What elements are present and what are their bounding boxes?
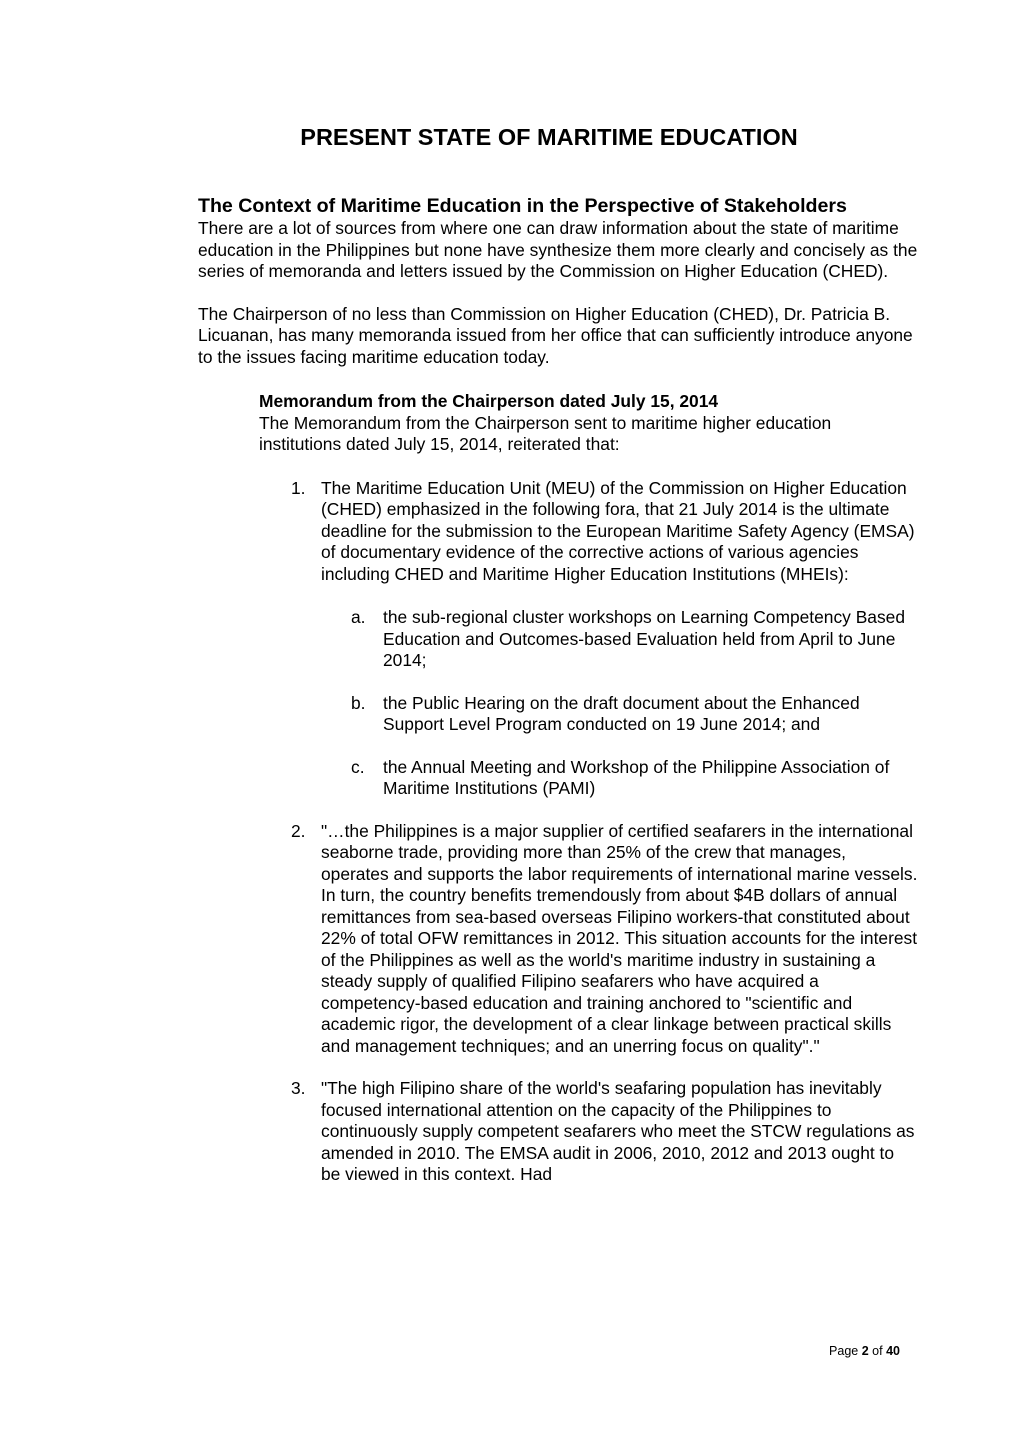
lettered-sublist: [321, 607, 918, 800]
sublist-item-text: the Annual Meeting and Workshop of the Philippine Association of Maritime Institutions (PAMI): [383, 756, 890, 798]
footer-page-label: Page: [829, 1344, 859, 1358]
list-item-number: 2.: [291, 820, 306, 841]
memorandum-section: [259, 391, 918, 1186]
sublist-item-letter: b.: [351, 692, 366, 713]
footer-page-number: 2: [861, 1344, 869, 1358]
list-item: [259, 478, 918, 800]
body-paragraph: The Chairperson of no less than Commission on Higher Education (CHED), Dr. Patricia B. Licuanan, has many memoranda issued from her office that can sufficiently introduce anyone to the issues facing maritime education today.: [198, 303, 913, 367]
list-item-number: 1.: [291, 477, 306, 498]
sublist-item-text: the Public Hearing on the draft document about the Enhanced Support Level Program conducted on 19 June 2014; and: [383, 692, 860, 734]
page-title: PRESENT STATE OF MARITIME EDUCATION: [300, 124, 798, 150]
page-footer: [829, 1343, 900, 1359]
sublist-item: [321, 607, 918, 672]
list-item-text: "…the Philippines is a major supplier of certified seafarers in the international seaborne trade, providing more than 25% of the crew that manages, operates and supports the labor requirements of international marine vessels. In turn, the country benefits tremendously from about $4B dollars of annual remittances from sea-based overseas Filipino workers-that constituted about 22% of total OFW remittances in 2012. This situation accounts for the interest of the Philippines as well as the world's maritime industry in sustaining a steady supply of qualified Filipino seafarers who have acquired a competency-based education and training anchored to "scientific and academic rigor, the development of a clear linkage between practical skills and management techniques; and an unerring focus on quality".": [321, 820, 918, 1056]
footer-total-pages: 40: [886, 1344, 900, 1358]
footer-of-label: of: [872, 1344, 883, 1358]
sublist-item-text: the sub-regional cluster workshops on Learning Competency Based Education and Outcomes-based Evaluation held from April to June 2014;: [383, 607, 906, 670]
list-item-text: "The high Filipino share of the world's seafaring population has inevitably focused international attention on the capacity of the Philippines to continuously supply competent seafarers who meet the STCW regulations as amended in 2010. The EMSA audit in 2006, 2010, 2012 and 2013 ought to be viewed in this context. Had: [321, 1078, 915, 1184]
numbered-list: [259, 478, 918, 1186]
sublist-item: [321, 693, 918, 736]
list-item-text: The Maritime Education Unit (MEU) of the Commission on Higher Education (CHED) emphasized in the following fora, that 21 July 2014 is the ultimate deadline for the submission to the European Maritime Safety Agency (EMSA) of documentary evidence of the corrective actions of various agencies including CHED and Maritime Higher Education Institutions (MHEIs):: [321, 477, 915, 584]
body-paragraph: There are a lot of sources from where one can draw information about the state of maritime education in the Philippines but none have synthesize them more clearly and concisely as the series of memoranda and letters issued by the Commission on Higher Education (CHED).: [198, 218, 918, 281]
sublist-item: [321, 757, 918, 800]
list-item: [259, 821, 918, 1058]
list-item-number: 3.: [291, 1078, 306, 1098]
sublist-item-letter: c.: [351, 756, 365, 777]
section-heading: The Context of Maritime Education in the Perspective of Stakeholders: [198, 195, 847, 217]
document-body: [198, 194, 918, 1207]
list-item: [259, 1078, 918, 1186]
memorandum-heading: Memorandum from the Chairperson dated July 15, 2014: [259, 391, 719, 411]
memorandum-intro: The Memorandum from the Chairperson sent to maritime higher education institutions dated July 15, 2014, reiterated that:: [259, 412, 832, 454]
sublist-item-letter: a.: [351, 607, 366, 627]
